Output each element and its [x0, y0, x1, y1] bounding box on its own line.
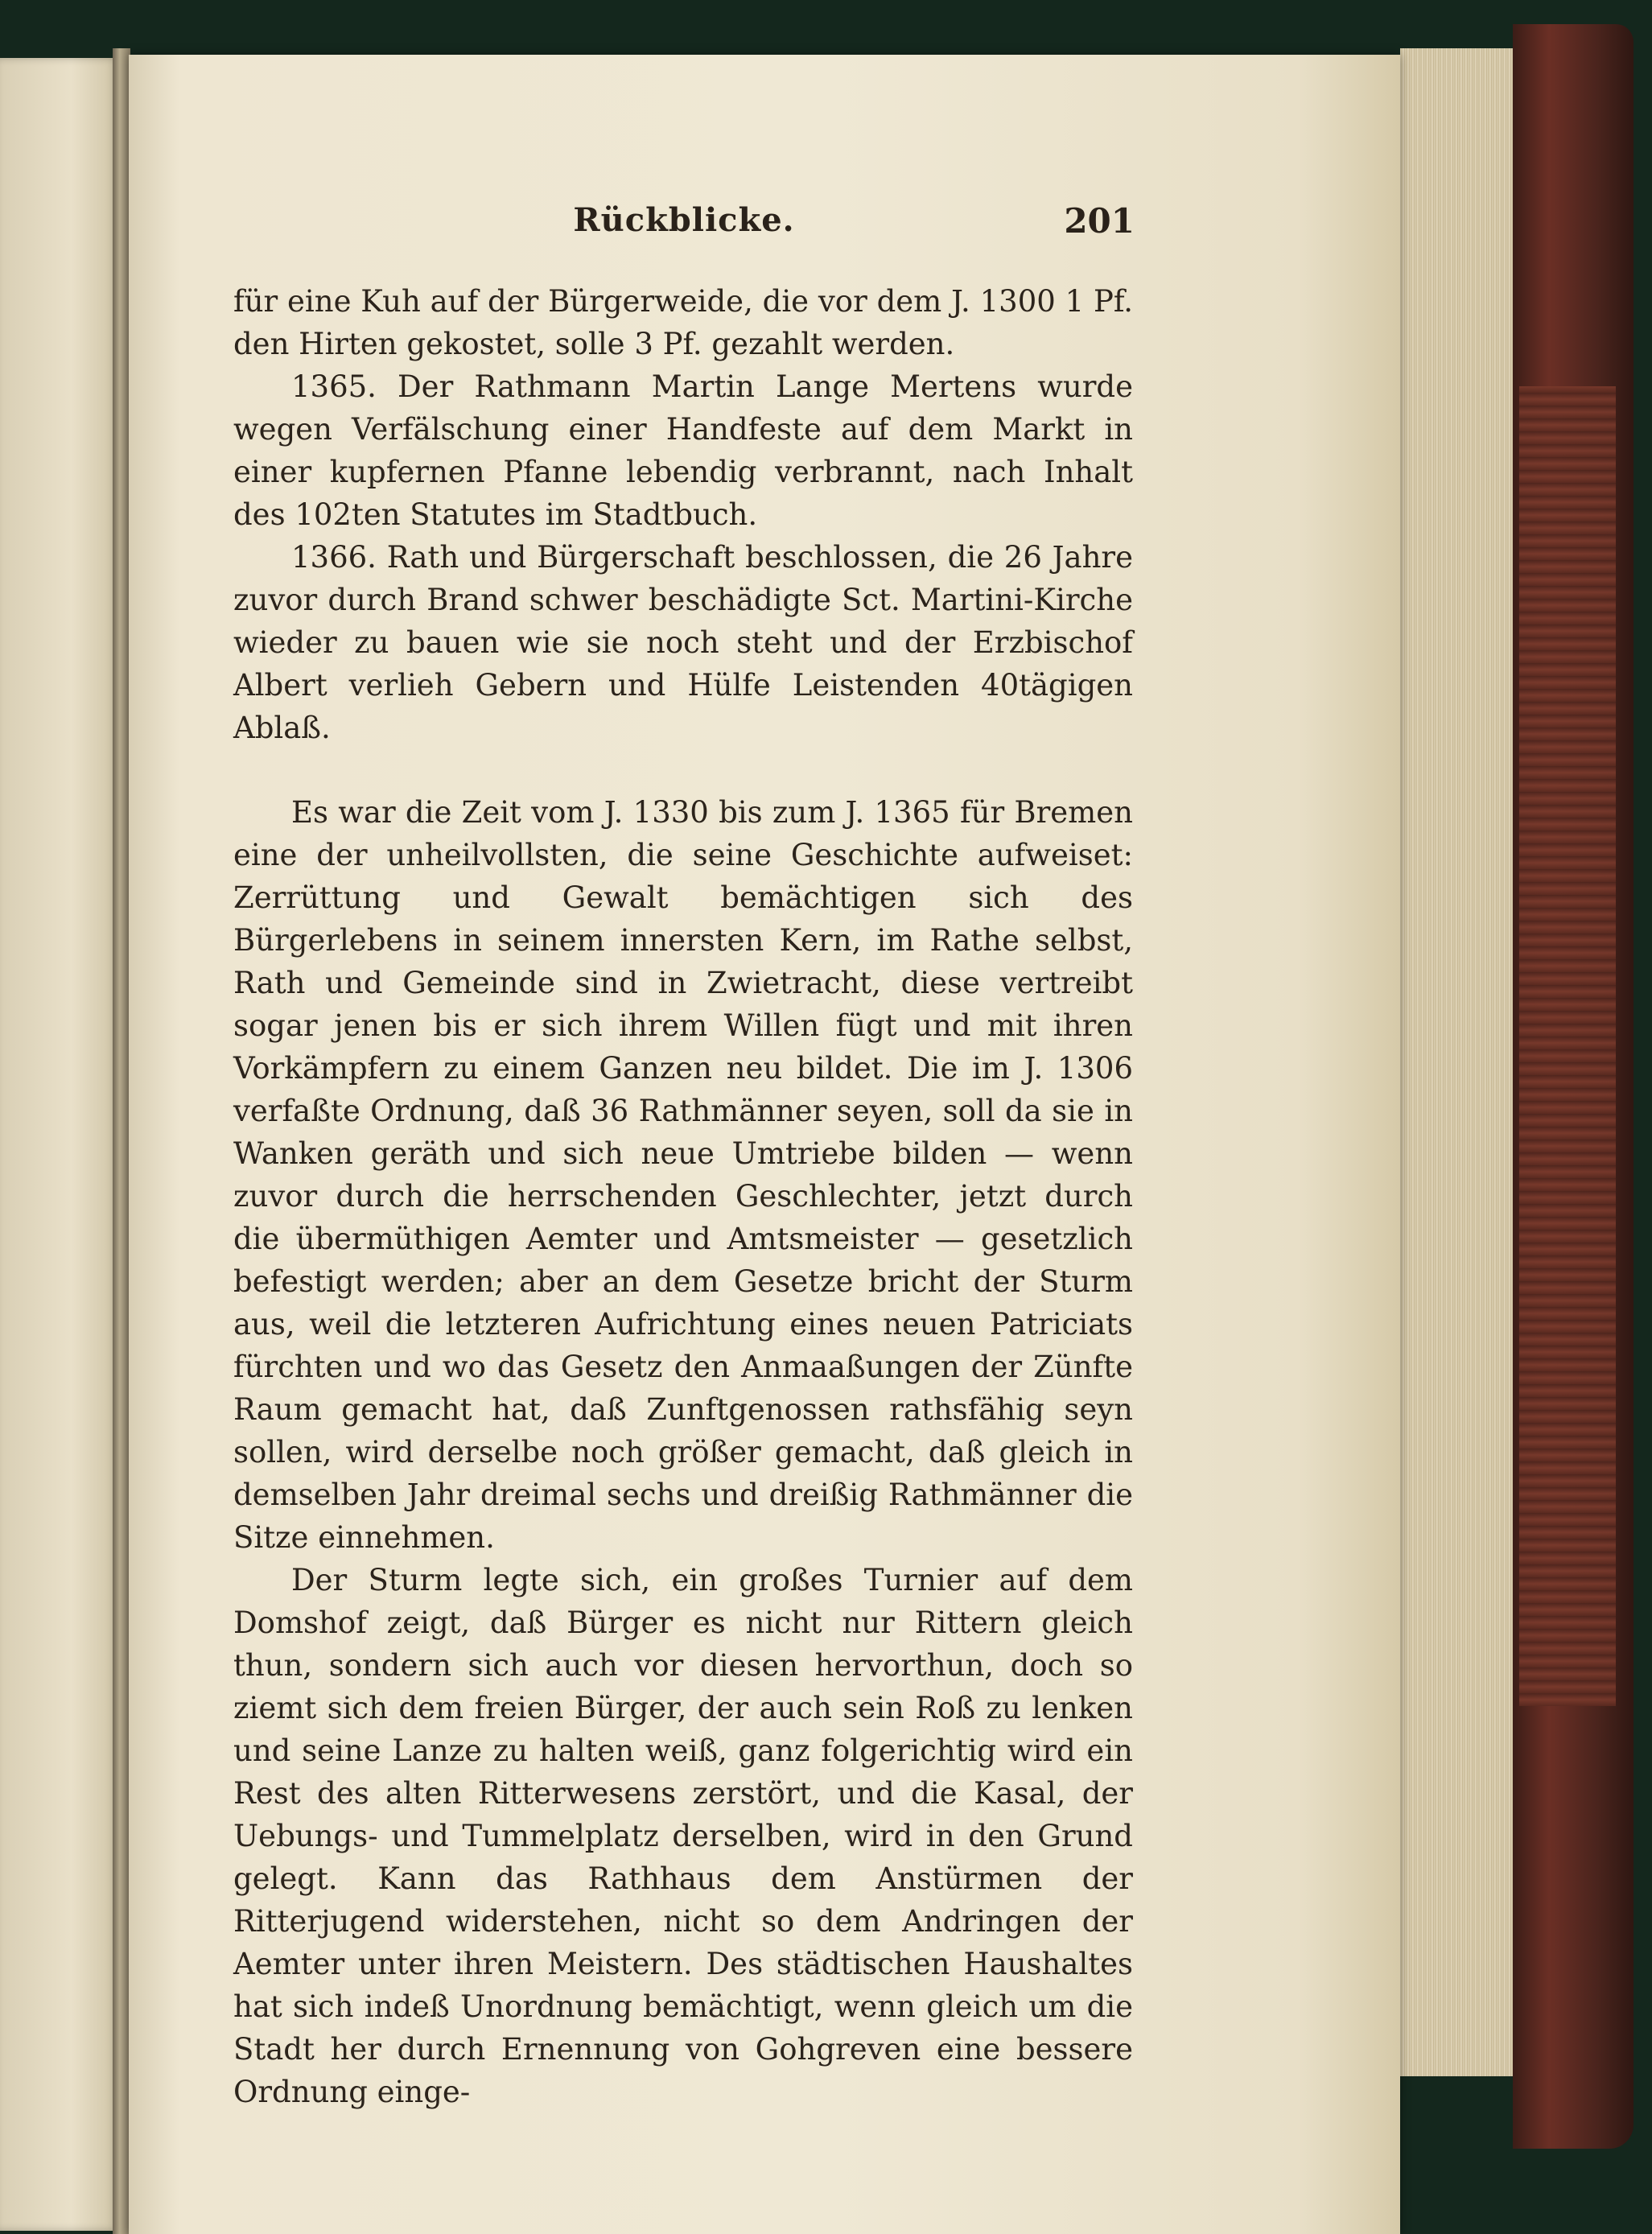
- cover-binding-band: [1519, 386, 1616, 1706]
- body-text: [233, 280, 1133, 2113]
- running-title: Rückblicke.: [573, 201, 795, 239]
- page-number: 201: [1064, 201, 1135, 241]
- paragraph-storm: Der Sturm legte sich, ein großes Turnier auf dem Domshof zeigt, daß Bürger es nicht nur Rittern gleich thun, sondern sich auch vor diesen hervorthun, doch so ziemt sich dem freien Bürger, der auch sein Roß zu lenken und seine Lanze zu halten weiß, ganz folgerichtig wird ein Rest des alten Ritterwesens zerstört, und die Kasal, der Uebungs- und Tummelplatz derselben, wird in den Grund gelegt. Kann das Rathhaus dem Anstürmen der Ritterjugend widerstehen, nicht so dem Andringen der Aemter unter ihren Meistern. Des städtischen Haushaltes hat sich indeß Unordnung bemächtigt, wenn gleich um die Stadt her durch Ernennung von Gohgreven eine bessere Ordnung einge-: [233, 1563, 1133, 2109]
- paragraph-1366: 1366. Rath und Bürgerschaft beschlossen, die 26 Jahre zuvor durch Brand schwer beschädigte Sct. Martini-Kirche wieder zu bauen wie sie noch steht und der Erzbischof Albert verlieh Gebern und Hülfe Leistenden 40tägigen Ablaß.: [233, 540, 1133, 745]
- paragraph-retrospect: Es war die Zeit vom J. 1330 bis zum J. 1365 für Bremen eine der unheilvollsten, die seine Geschichte aufweiset: Zerrüttung und Gewalt bemächtigen sich des Bürgerlebens in seinem innersten Kern, im Rathe selbst, Rath und Gemeinde sind in Zwietracht, diese vertreibt sogar jenen bis er sich ihrem Willen fügt und mit ihren Vorkämpfern zu einem Ganzen neu bildet. Die im J. 1306 verfaßte Ordnung, daß 36 Rathmänner seyen, soll da sie in Wanken geräth und sich neue Umtriebe bilden — wenn zuvor durch die herrschenden Geschlechter, jetzt durch die übermüthigen Aemter und Amtsmeister — gesetzlich befestigt werden; aber an dem Gesetze bricht der Sturm aus, weil die letzteren Aufrichtung eines neuen Patriciats fürchten und wo das Gesetz den Anmaaßungen der Zünfte Raum gemacht hat, daß Zunftgenossen rathsfähig seyn sollen, wird derselbe noch größer gemacht, daß gleich in demselben Jahr dreimal sechs und dreißig Rathmänner die Sitze einnehmen.: [233, 795, 1133, 1555]
- paragraph-1365: 1365. Der Rathmann Martin Lange Mertens wurde wegen Verfälschung einer Handfeste auf dem Markt in einer kupfernen Pfanne lebendig verbrannt, nach Inhalt des 102ten Statutes im Stadtbuch.: [233, 369, 1133, 532]
- facing-page-edge: [0, 58, 119, 2231]
- running-head: [233, 201, 1135, 249]
- page-block-edges: [1400, 48, 1529, 2076]
- paragraph-continuation: für eine Kuh auf der Bürgerweide, die vor dem J. 1300 1 Pf. den Hirten gekostet, solle 3 Pf. gezahlt werden.: [233, 284, 1133, 361]
- book-gutter: [113, 48, 130, 2234]
